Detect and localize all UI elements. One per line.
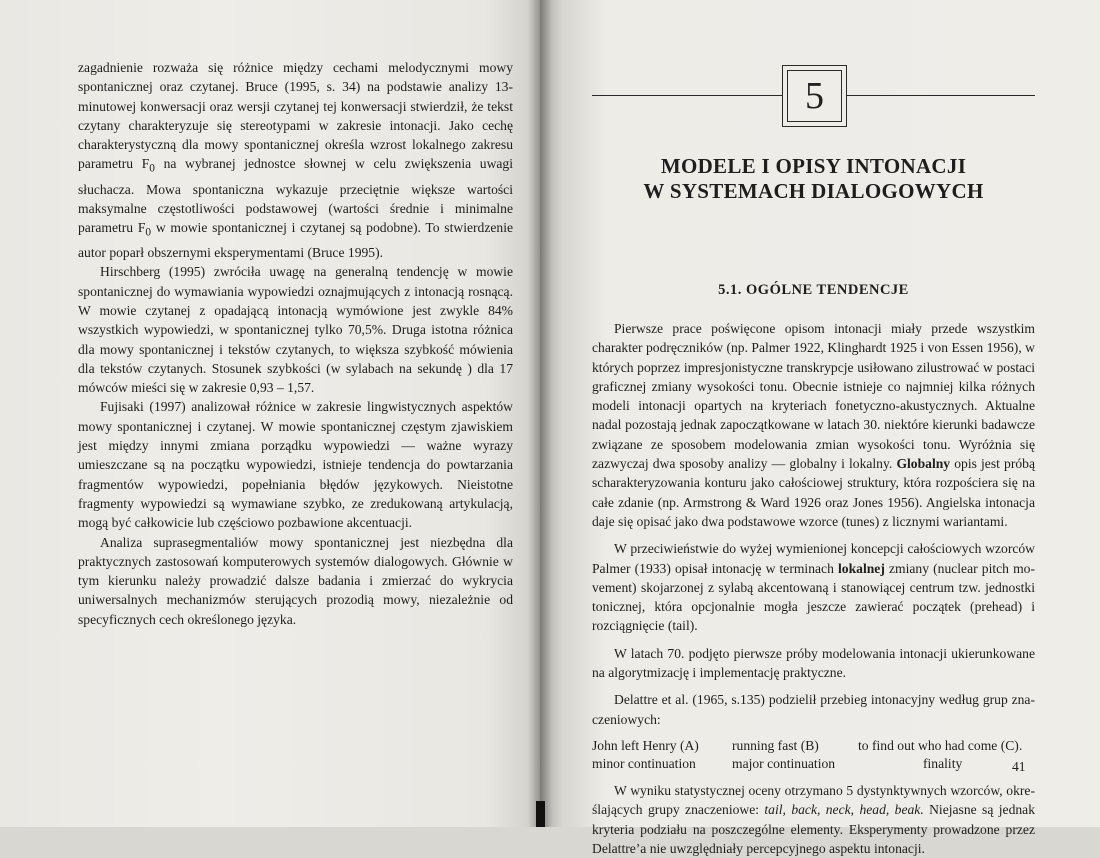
chapter-title: [592, 154, 1035, 204]
section-title: 5.1. OGÓLNE TENDENCJE: [718, 282, 909, 298]
spine-mark: [536, 801, 545, 827]
text-run: w mowie spontanicznej i czytanej są podobne). To stwierdzenie autor poparł obszernymi eksperymentami (Bruce 1995).: [78, 220, 514, 261]
bold-term: lokalnej: [838, 560, 885, 576]
example-label-c: finality: [923, 755, 963, 771]
text-run: Niejasne są jednak kryteria podziału na poszczególne elementy. Eksperymenty prowadzone przez Delattre’a nie uwzględniały percepcyjnego aspektu intonacji.: [592, 802, 1035, 856]
example-label-a: minor continuation: [592, 755, 696, 771]
text-run: Pierwsze prace poświęcone opisom intonacji miały przede wszystkim charakter podręczników (np. Palmer 1922, Klinghardt 1925 i von Essen 1956), w których poprzez impresjonistyczne transkrypcje usiłowano zilustrować w postaci graficznej zmiany wysokości tonu. Obecnie istnieje co najmniej kilka różnych modeli intonacji opartych na kryteriach fonetyczno-akustycznych. Aktualne nadal pozostają jednak zapoczątkowane w latach 30. niektóre kierunki badawcze związane ze sposobem modelowania zmian wysokości tonu. Wyróżnia się zazwyczaj dwa sposoby analizy — globalny i lokalny.: [592, 321, 1035, 472]
text-run: Hirschberg (1995) zwróciła uwagę na generalną tendencję w mowie spontanicznej do wymawiania wypowiedzi oznajmujących z intonacją rosnącą. W mowie czytanej z opadającą intonacją wymówione jest zwykle 84% wszystkich wypowiedzi, w spontanicznej tylko 70,5%. Druga istotna różnica dla mowy spontanicznej i tekstów czytanych, to większa szybkość mówienia dla tekstów czytanych. Stosunek szybkości (w sylabach na sekundę ) dla 17 mówców mieści się w zakresie 0,93 – 1,57.: [78, 264, 513, 396]
paragraph: [592, 781, 1035, 858]
paragraph: [592, 319, 1035, 531]
example-label-b: major continuation: [732, 755, 836, 771]
example-table: [592, 737, 1035, 773]
paragraph: [78, 262, 513, 397]
right-page-body: [592, 319, 1035, 858]
page-number: 41: [1012, 759, 1026, 774]
text-run: W przeciwieństwie do wyżej wymienionej koncepcji całościowych wzorców Palmer (1933) opisał intonację w terminach: [592, 541, 1035, 576]
example-phrase-c: to find out who had come (C).: [858, 737, 1023, 753]
left-page-body: [78, 58, 513, 629]
text-run: zmiany (nuclear pitch movement) skojarzonej z sylabą akcentowaną i stanowiącej centrum tzw. jednostki tonicznej, która opcjonalnie mogła jeszcze zawierać początek (prehead) i rozciągnięcie (tail).: [592, 560, 1035, 634]
example-phrase-b: running fast (B): [732, 737, 819, 753]
paragraph: [78, 58, 513, 262]
book-gutter: [528, 0, 552, 827]
text-run: opis jest próbą scharakteryzowania konturu jako całościowej struktury, która rozpościera się na całe zdanie (np. Armstrong & Ward 1926 oraz Jones 1956). Angielska intonacja daje się opisać jako dwa podstawowe wzorce (tunes) z licznymi wariantami.: [592, 456, 1035, 529]
text-run: zagadnienie rozważa się różnice między cechami melodycznymi mowy spontanicznej oraz czytanej. Bruce (1995, s. 34) na podstawie analizy 13-minutowej konwersacji oraz wersji czytanej tej konwersacji stwierdził, że tekst czytany charakteryzuje się stereotypami w zakresie intonacji. Jako cechę charakterystyczną dla mowy spontanicznej określa wzrost lokalnego zakresu parametru F: [78, 60, 513, 172]
paragraph: [592, 644, 1035, 683]
left-page: [0, 0, 540, 827]
italic-terms: tail, back, neck, head, beak.: [764, 802, 924, 818]
chapter-title-line-1: MODELE I OPISY INTONACJI: [660, 154, 967, 178]
paragraph: [78, 397, 513, 532]
subscript: 0: [145, 226, 152, 239]
chapter-number-frame: [787, 70, 842, 122]
text-run: W wyniku statystycznej oceny otrzymano 5 dystynktywnych wzorców, określających grupy znaczeniowe:: [592, 782, 1035, 818]
example-row-labels: [592, 755, 1035, 773]
paragraph: [592, 690, 1035, 729]
chapter-number-box: [782, 65, 847, 127]
chapter-number: 5: [805, 75, 824, 117]
right-paragraphs-after: [592, 781, 1035, 858]
text-run: Fujisaki (1997) analizował różnice w zakresie lingwistycznych aspektów mowy spontanicznej i czytanej. W mowie spontanicznej częstym zjawiskiem jest między innymi zmiana porządku wypowiedzi — ważne wyrazy umieszczane są na początku wypowiedzi, istnieje tendencja do powtarzania fragmentów wypowiedzi, popełniania błędów językowych. Nieistotne fragmenty wypowiedzi są wymawiane szybko, ze zredukowaną artykulacją, mogą być całkowicie lub częściowo pozbawione akcentuacji.: [78, 399, 513, 531]
text-run: W latach 70. podjęto pierwsze próby modelowania intonacji ukierunkowane na algorytmizację i implementację praktyczne.: [592, 645, 1035, 681]
bold-term: Globalny: [896, 456, 951, 472]
right-paragraphs-before: [592, 319, 1035, 729]
chapter-title-line-2: W SYSTEMACH DIALOGOWYCH: [643, 179, 984, 203]
paragraph: [78, 533, 513, 629]
paragraph: [592, 539, 1035, 635]
example-phrase-a: John left Henry (A): [592, 737, 699, 753]
text-run: na wybranej jednostce słownej w celu zwiększenia uwagi słuchacza. Mowa spontaniczna wykazuje przeciętnie większe wartości maksymalne częstotliwości podstawowej (wartości średnie i minimalne parametru F: [78, 156, 513, 236]
example-row-phrases: [592, 737, 1035, 755]
text-run: Analiza suprasegmentaliów mowy spontanicznej jest niezbędna dla praktycznych zastosowań komputerowych systemów dialogowych. Głównie w tym kierunku należy prowadzić dalsze badania i zmierzać do wykrycia uniwersalnych mechanizmów sterujących prozodią mowy, niezależnie od specyficznych cech określonego języka.: [78, 534, 513, 627]
subscript: 0: [149, 163, 155, 176]
text-run: Delattre et al. (1965, s.135) podzielił przebieg intonacyjny według grup znaczeniowych:: [592, 692, 1035, 727]
